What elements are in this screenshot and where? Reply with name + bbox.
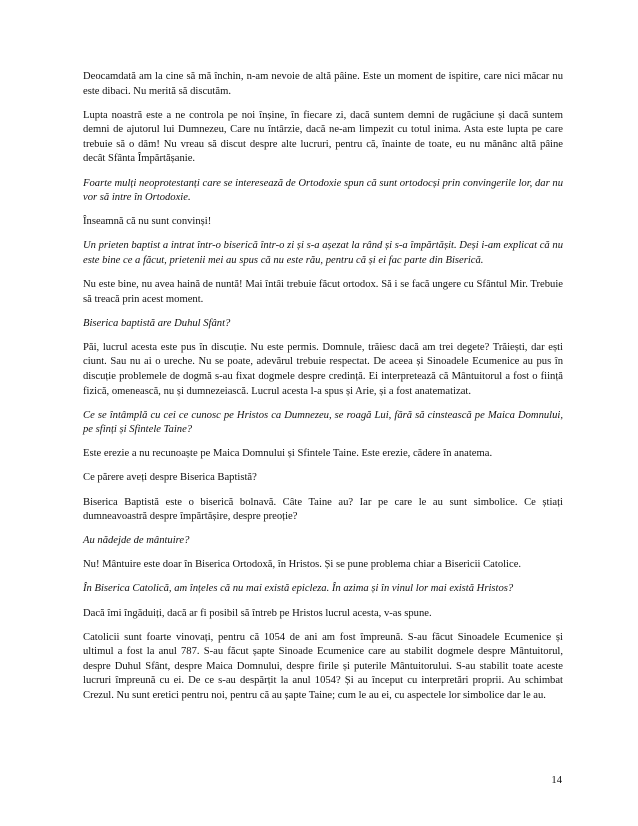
question-paragraph: În Biserica Catolică, am înțeles că nu mai există epicleza. În azima și în vinul lor mai există Hristos? [83, 583, 514, 595]
answer-paragraph: Deocamdată am la cine să mă închin, n-am nevoie de altă pâine. Este un moment de ispitire, care nici măcar nu este dibaci. Nu merită să discutăm. [83, 71, 563, 97]
answer-paragraph: Biserica Baptistă este o biserică bolnavă. Câte Taine au? Iar pe care le au sunt simbolice. Ce știați dumneavoastră despre împărtășire, despre preoție? [83, 496, 563, 523]
document-page [83, 70, 563, 713]
answer-paragraph: Păi, lucrul acesta este pus în discuție. Nu este permis. Domnule, trăiesc dacă am trei degete? Trăiești, dar ești ciunt. Sau nu ai o ureche. Nu se poate, adevărul trebuie respectat. De aceea și Sinoadele Ecumenice au pus în discuție problemele de dogmă s-au fixat dogmele despre credință. Ei interpretează că Mântuitorul a fost o ființă fizică, omenească, nu și dumnezeiască. Lucrul acesta l-a spus și Arie, și a fost anatematizat. [83, 341, 563, 397]
answer-paragraph: Înseamnă că nu sunt convinși! [83, 216, 212, 228]
answer-paragraph: Catolicii sunt foarte vinovați, pentru că 1054 de ani am fost împreună. S-au făcut Sinoadele Ecumenice și ultimul a fost la anul 787. S-au făcut șapte Sinoade Ecumenice care au stabilit dogmele despre Mântuitorul, despre Duhul Sfânt, despre Maica Domnului, despre firile și puterile Mântuitorului. S-au stabilit toate aceste lucruri împreună cu ei. De ce s-au despărțit la anul 1054? Și au început cu interpretări proprii. Au schimbat Crezul. Nu sunt eretici pentru noi, pentru că au șapte Taine; cum le au ei, cu aspectele lor simbolice dar le au. [83, 631, 563, 701]
question-paragraph: Biserica baptistă are Duhul Sfânt? [83, 317, 231, 329]
answer-paragraph: Ce părere aveți despre Biserica Baptistă? [83, 472, 257, 484]
question-paragraph: Un prieten baptist a intrat într-o biserică într-o zi și s-a așezat la rând și s-a împărtășit. Deși i-am explicat că nu este bine ce a făcut, prietenii mei au spus că nu este rău, pentru că și ei fac parte din Biserică. [83, 240, 563, 266]
question-paragraph: Foarte mulți neoprotestanți care se interesează de Ortodoxie spun că sunt ortodocși prin convingerile lor, dar nu vor să intre în Ortodoxie. [83, 177, 563, 204]
page-number: 14 [551, 775, 562, 786]
answer-paragraph: Nu este bine, nu avea haină de nuntă! Mai întâi trebuie făcut ortodox. Să i se facă ungere cu Sfântul Mir. Trebuie să treacă prin acest moment. [83, 279, 563, 305]
answer-paragraph: Lupta noastră este a ne controla pe noi înșine, în fiecare zi, dacă suntem demni de rugăciune și dacă suntem demni de ajutorul lui Dumnezeu, Care nu întârzie, dacă ne-am limpezit cu totul inima. Asta este lupta pe care trebuie să o dăm! Nu vreau să discut despre alte lucruri, pentru că, înainte de toate, eu nu mănânc altă pâine decât Sfânta Împărtășanie. [83, 109, 563, 165]
question-paragraph: Au nădejde de mântuire? [83, 535, 190, 547]
text-body [83, 70, 563, 704]
answer-paragraph: Este erezie a nu recunoaște pe Maica Domnului și Sfintele Taine. Este erezie, cădere în anatema. [83, 448, 493, 460]
answer-paragraph: Dacă îmi îngăduiți, dacă ar fi posibil să întreb pe Hristos lucrul acesta, v-as spune. [83, 607, 432, 619]
question-paragraph: Ce se întâmplă cu cei ce cunosc pe Hristos ca Dumnezeu, se roagă Lui, fără să cinstească pe Maica Domnului, pe sfinți și Sfintele Taine? [83, 409, 563, 436]
answer-paragraph: Nu! Mântuire este doar în Biserica Ortodoxă, în Hristos. Și se pune problema chiar a Bisericii Catolice. [83, 559, 522, 571]
